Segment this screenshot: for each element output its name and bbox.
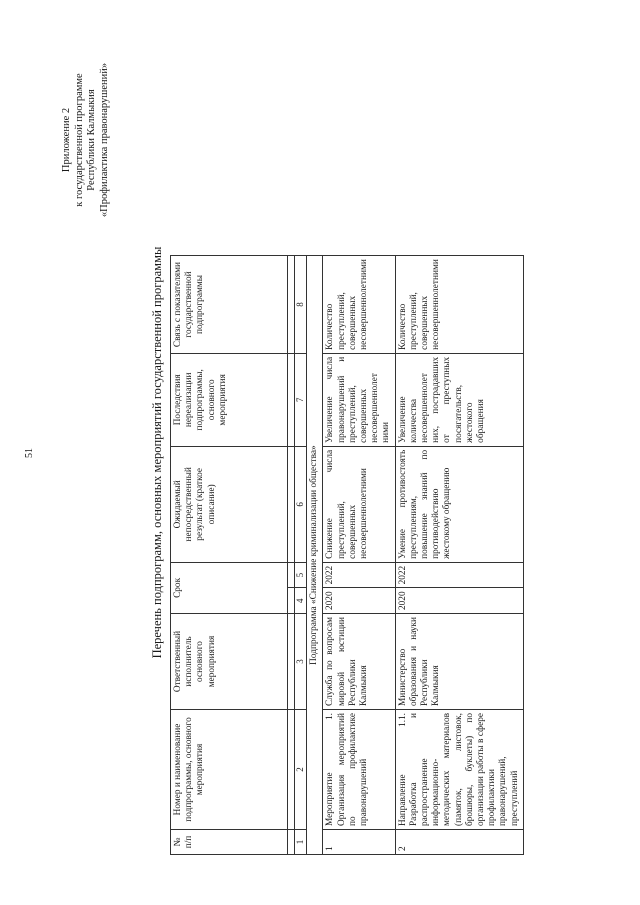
- col-number: 5: [295, 562, 307, 588]
- measure-name: Мероприятие 1. Организация мероприятий по профилактике правонарушений: [323, 710, 395, 830]
- col-number: 8: [295, 256, 307, 354]
- term-end: 2022: [323, 562, 395, 588]
- consequences: Увеличение числа правонарушений и преступлений, совершенных несовершеннолет ними: [323, 353, 395, 446]
- appendix-line: к государственной программе: [73, 73, 85, 207]
- measures-table: [170, 255, 524, 855]
- header-consequences: Последствия нереализации подпрограммы, основного мероприятия: [171, 353, 288, 446]
- term-start: 2020: [395, 588, 523, 614]
- col-number: 6: [295, 446, 307, 562]
- column-number-row: [295, 256, 307, 855]
- header-subrow: [288, 256, 295, 855]
- header-executor: Ответственный исполнитель основного мероприятия: [171, 614, 288, 710]
- appendix-line: Республики Калмыкия: [86, 89, 97, 191]
- subrow-cell: [288, 710, 295, 830]
- subrow-cell: [288, 614, 295, 710]
- indicator-link: Количество преступлений, совершенных несовершеннолетними: [395, 256, 523, 354]
- section-row: [307, 256, 323, 855]
- subrow-cell: [288, 256, 295, 354]
- header-n: № п/п: [171, 830, 288, 855]
- col-number: 4: [295, 588, 307, 614]
- document-title: Перечень подпрограмм, основных мероприятий государственной программы: [150, 246, 164, 659]
- appendix-header: [61, 20, 111, 260]
- indicator-link: Количество преступлений, совершенных несовершеннолетними: [323, 256, 395, 354]
- subrow-cell: [288, 446, 295, 562]
- header-result: Ожидаемый непосредственный результат (краткое описание): [171, 446, 288, 562]
- term-start: 2020: [323, 588, 395, 614]
- expected-result: Умение противостоять преступлениям, повышение знаний по противодействию жестокому обращению: [395, 446, 523, 562]
- header-term: Срок: [171, 562, 288, 613]
- header-name: Номер и наименование подпрограммы, основного мероприятия: [171, 710, 288, 830]
- consequences: Увеличение количества несовершеннолет них, пострадавших от преступных посягательств, жестокого обращения: [395, 353, 523, 446]
- table-row: [323, 256, 395, 855]
- subrow-cell: [288, 830, 295, 855]
- row-number: 1: [323, 830, 395, 855]
- term-end: 2022: [395, 562, 523, 588]
- header-link: Связь с показателями государственной подпрограммы: [171, 256, 288, 354]
- measure-name: Направление 1.1. Разработка и распространение информационно-методических материалов (памяток, листовок, брошюры, буклеты) по организации работы в сфере профилактики правонарушений, преступлений: [395, 710, 523, 830]
- col-number: 1: [295, 830, 307, 855]
- executor: Служба по вопросам мировой юстиции Республики Калмыкия: [323, 614, 395, 710]
- table-row: [395, 256, 523, 855]
- subrow-cell: [288, 353, 295, 446]
- expected-result: Снижение числа преступлений, совершенных несовершеннолетними: [323, 446, 395, 562]
- subrow-cell: [288, 562, 295, 588]
- col-number: 2: [295, 710, 307, 830]
- executor: Министерство образования и науки Республики Калмыкия: [395, 614, 523, 710]
- row-number: 2: [395, 830, 523, 855]
- appendix-line: «Профилактика правонарушений»: [98, 62, 110, 218]
- header-row: [171, 256, 288, 855]
- appendix-line: Приложение 2: [61, 107, 72, 173]
- col-number: 3: [295, 614, 307, 710]
- subprogram-title: Подпрограмма «Снижение криминализации общества»: [307, 256, 323, 855]
- subrow-cell: [288, 588, 295, 614]
- page-number: 51: [24, 448, 35, 458]
- col-number: 7: [295, 353, 307, 446]
